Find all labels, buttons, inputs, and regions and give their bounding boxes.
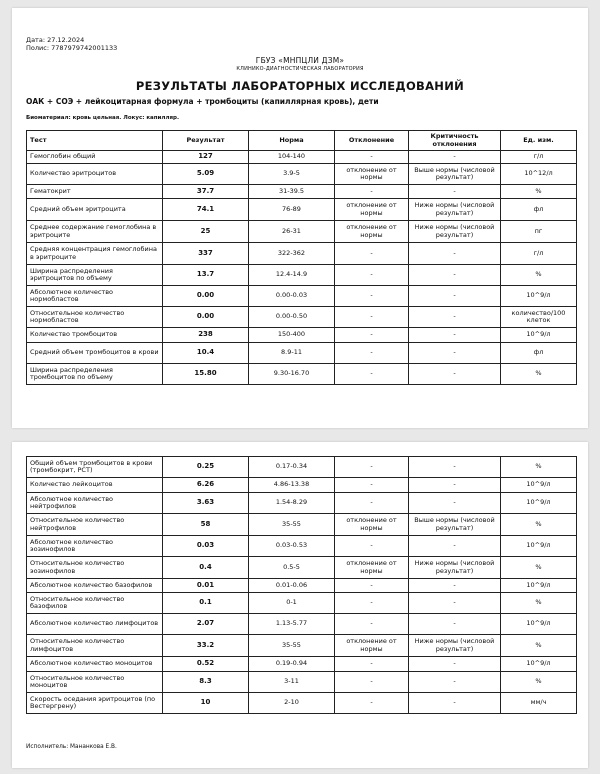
table-header-row — [27, 131, 577, 151]
cell-deviation: - — [335, 457, 409, 478]
cell-norm: 150-400 — [249, 328, 335, 343]
cell-criticality: - — [409, 693, 501, 714]
table-row — [27, 514, 577, 536]
table-row — [27, 579, 577, 593]
cell-test: Средний объем эритроцита — [27, 199, 163, 221]
cell-units: г/л — [501, 243, 577, 265]
table-row — [27, 536, 577, 557]
cell-criticality: - — [409, 286, 501, 307]
cell-norm: 3-11 — [249, 672, 335, 693]
cell-criticality: Ниже нормы (числовой результат) — [409, 199, 501, 221]
cell-test: Абсолютное количество нормобластов — [27, 286, 163, 307]
cell-norm: 0.01-0.06 — [249, 579, 335, 593]
cell-criticality: - — [409, 364, 501, 385]
page-title: РЕЗУЛЬТАТЫ ЛАБОРАТОРНЫХ ИССЛЕДОВАНИЙ — [135, 79, 465, 93]
cell-deviation: отклонение от нормы — [335, 635, 409, 657]
header-units: Ед. изм. — [501, 131, 577, 151]
table-row — [27, 493, 577, 514]
cell-norm: 8.9-11 — [249, 343, 335, 364]
cell-test: Относительное количество базофилов — [27, 593, 163, 614]
cell-deviation: - — [335, 493, 409, 514]
cell-deviation: - — [335, 478, 409, 493]
cell-units: % — [501, 457, 577, 478]
biomaterial-info: Биоматериал: кровь цельная. Локус: капилляр. — [26, 115, 180, 121]
cell-units: фл — [501, 199, 577, 221]
cell-result: 0.52 — [163, 657, 249, 672]
cell-test: Ширина распределения тромбоцитов по объему — [27, 364, 163, 385]
table-row — [27, 164, 577, 185]
table-row — [27, 614, 577, 635]
table-row — [27, 185, 577, 199]
cell-result: 0.00 — [163, 307, 249, 328]
cell-deviation: - — [335, 657, 409, 672]
test-panel-name: ОАК + СОЭ + лейкоцитарная формула + тромбоциты (капиллярная кровь), дети — [26, 97, 379, 106]
cell-norm: 0.5-5 — [249, 557, 335, 579]
cell-criticality: - — [409, 307, 501, 328]
cell-criticality: Выше нормы (числовой результат) — [409, 164, 501, 185]
cell-units: % — [501, 557, 577, 579]
cell-norm: 0.00-0.50 — [249, 307, 335, 328]
cell-criticality: - — [409, 614, 501, 635]
cell-norm: 322-362 — [249, 243, 335, 265]
cell-test: Количество лейкоцитов — [27, 478, 163, 493]
cell-result: 8.3 — [163, 672, 249, 693]
executor-name: Исполнитель: Мананкова Е.В. — [26, 744, 117, 750]
cell-criticality: - — [409, 672, 501, 693]
cell-deviation: - — [335, 151, 409, 164]
cell-deviation: - — [335, 286, 409, 307]
cell-units: 10^9/л — [501, 478, 577, 493]
cell-units: количество/100 клеток — [501, 307, 577, 328]
cell-test: Относительное количество лимфоцитов — [27, 635, 163, 657]
table-row — [27, 265, 577, 286]
cell-criticality: - — [409, 579, 501, 593]
cell-units: фл — [501, 343, 577, 364]
cell-result: 127 — [163, 151, 249, 164]
cell-result: 25 — [163, 221, 249, 243]
cell-units: % — [501, 185, 577, 199]
header-deviation: Отклонение — [335, 131, 409, 151]
cell-units: г/л — [501, 151, 577, 164]
cell-criticality: - — [409, 478, 501, 493]
cell-result: 37.7 — [163, 185, 249, 199]
cell-deviation: отклонение от нормы — [335, 164, 409, 185]
cell-criticality: - — [409, 343, 501, 364]
cell-units: % — [501, 593, 577, 614]
cell-units: 10^9/л — [501, 657, 577, 672]
cell-norm: 35-55 — [249, 514, 335, 536]
cell-units: 10^9/л — [501, 614, 577, 635]
table-row — [27, 343, 577, 364]
results-table-page-2 — [26, 456, 577, 714]
cell-result: 10.4 — [163, 343, 249, 364]
cell-deviation: - — [335, 343, 409, 364]
cell-test: Среднее содержание гемоглобина в эритроците — [27, 221, 163, 243]
cell-deviation: - — [335, 328, 409, 343]
cell-deviation: - — [335, 614, 409, 635]
table-row — [27, 364, 577, 385]
cell-test: Количество тромбоцитов — [27, 328, 163, 343]
table-row — [27, 307, 577, 328]
cell-result: 0.00 — [163, 286, 249, 307]
laboratory-name: КЛИНИКО-ДИАГНОСТИЧЕСКАЯ ЛАБОРАТОРИЯ — [236, 66, 364, 72]
cell-units: % — [501, 514, 577, 536]
cell-norm: 2-10 — [249, 693, 335, 714]
cell-test: Относительное количество нормобластов — [27, 307, 163, 328]
cell-result: 58 — [163, 514, 249, 536]
table-row — [27, 243, 577, 265]
organization-name: ГБУЗ «МНПЦЛИ ДЗМ» — [255, 56, 345, 65]
cell-criticality: - — [409, 265, 501, 286]
cell-result: 238 — [163, 328, 249, 343]
cell-norm: 1.13-5.77 — [249, 614, 335, 635]
cell-deviation: - — [335, 243, 409, 265]
cell-norm: 0-1 — [249, 593, 335, 614]
report-page-1 — [12, 8, 588, 428]
cell-test: Абсолютное количество лимфоцитов — [27, 614, 163, 635]
cell-deviation: - — [335, 364, 409, 385]
table-row — [27, 221, 577, 243]
cell-criticality: - — [409, 493, 501, 514]
cell-criticality: - — [409, 151, 501, 164]
table-row — [27, 693, 577, 714]
table-row — [27, 657, 577, 672]
cell-criticality: - — [409, 536, 501, 557]
table-row — [27, 593, 577, 614]
cell-deviation: отклонение от нормы — [335, 221, 409, 243]
cell-criticality: - — [409, 328, 501, 343]
cell-norm: 104-140 — [249, 151, 335, 164]
cell-criticality: Выше нормы (числовой результат) — [409, 514, 501, 536]
cell-result: 15.80 — [163, 364, 249, 385]
cell-criticality: Ниже нормы (числовой результат) — [409, 635, 501, 657]
cell-test: Общий объем тромбоцитов в крови (тромбокрит, PCT) — [27, 457, 163, 478]
cell-deviation: - — [335, 536, 409, 557]
cell-norm: 31-39.5 — [249, 185, 335, 199]
cell-test: Средняя концентрация гемоглобина в эритроците — [27, 243, 163, 265]
cell-result: 13.7 — [163, 265, 249, 286]
cell-units: пг — [501, 221, 577, 243]
table-row — [27, 457, 577, 478]
table-row — [27, 151, 577, 164]
cell-criticality: - — [409, 243, 501, 265]
cell-result: 6.26 — [163, 478, 249, 493]
cell-result: 5.09 — [163, 164, 249, 185]
cell-deviation: отклонение от нормы — [335, 514, 409, 536]
cell-norm: 0.17-0.34 — [249, 457, 335, 478]
cell-criticality: - — [409, 657, 501, 672]
cell-units: % — [501, 265, 577, 286]
table-row — [27, 672, 577, 693]
cell-units: мм/ч — [501, 693, 577, 714]
cell-test: Гематокрит — [27, 185, 163, 199]
cell-criticality: - — [409, 185, 501, 199]
cell-norm: 12.4-14.9 — [249, 265, 335, 286]
cell-norm: 0.19-0.94 — [249, 657, 335, 672]
cell-test: Относительное количество моноцитов — [27, 672, 163, 693]
cell-test: Абсолютное количество нейтрофилов — [27, 493, 163, 514]
cell-deviation: - — [335, 185, 409, 199]
cell-criticality: - — [409, 457, 501, 478]
cell-result: 0.03 — [163, 536, 249, 557]
cell-deviation: отклонение от нормы — [335, 557, 409, 579]
cell-units: 10^9/л — [501, 286, 577, 307]
cell-units: % — [501, 364, 577, 385]
cell-deviation: - — [335, 265, 409, 286]
cell-test: Абсолютное количество базофилов — [27, 579, 163, 593]
cell-test: Абсолютное количество эозинофилов — [27, 536, 163, 557]
cell-units: 10^9/л — [501, 328, 577, 343]
cell-result: 0.25 — [163, 457, 249, 478]
cell-result: 337 — [163, 243, 249, 265]
cell-norm: 1.54-8.29 — [249, 493, 335, 514]
header-criticality: Критичность отклонения — [409, 131, 501, 151]
cell-test: Относительное количество эозинофилов — [27, 557, 163, 579]
cell-test: Ширина распределения эритроцитов по объему — [27, 265, 163, 286]
policy-number: Полис: 7787979742001133 — [26, 44, 118, 52]
report-page-2 — [12, 442, 588, 768]
cell-units: 10^12/л — [501, 164, 577, 185]
cell-deviation: - — [335, 593, 409, 614]
results-table-page-1 — [26, 130, 577, 385]
report-date: Дата: 27.12.2024 — [26, 36, 85, 44]
cell-deviation: - — [335, 579, 409, 593]
cell-result: 0.4 — [163, 557, 249, 579]
cell-result: 10 — [163, 693, 249, 714]
cell-units: 10^9/л — [501, 493, 577, 514]
cell-criticality: - — [409, 593, 501, 614]
table-row — [27, 199, 577, 221]
cell-norm: 0.03-0.53 — [249, 536, 335, 557]
header-result: Результат — [163, 131, 249, 151]
cell-result: 0.01 — [163, 579, 249, 593]
table-row — [27, 328, 577, 343]
cell-norm: 76-89 — [249, 199, 335, 221]
cell-deviation: - — [335, 307, 409, 328]
table-row — [27, 557, 577, 579]
cell-result: 74.1 — [163, 199, 249, 221]
cell-norm: 26-31 — [249, 221, 335, 243]
header-test: Тест — [27, 131, 163, 151]
cell-test: Количество эритроцитов — [27, 164, 163, 185]
table-row — [27, 286, 577, 307]
cell-result: 33.2 — [163, 635, 249, 657]
cell-test: Относительное количество нейтрофилов — [27, 514, 163, 536]
cell-result: 0.1 — [163, 593, 249, 614]
cell-units: % — [501, 635, 577, 657]
cell-test: Гемоглобин общий — [27, 151, 163, 164]
header-norm: Норма — [249, 131, 335, 151]
cell-test: Средний объем тромбоцитов в крови — [27, 343, 163, 364]
cell-deviation: - — [335, 693, 409, 714]
cell-norm: 0.00-0.03 — [249, 286, 335, 307]
cell-units: % — [501, 672, 577, 693]
cell-norm: 35-55 — [249, 635, 335, 657]
cell-deviation: - — [335, 672, 409, 693]
cell-criticality: Ниже нормы (числовой результат) — [409, 221, 501, 243]
table-row — [27, 635, 577, 657]
cell-result: 3.63 — [163, 493, 249, 514]
cell-criticality: Ниже нормы (числовой результат) — [409, 557, 501, 579]
cell-norm: 3.9-5 — [249, 164, 335, 185]
cell-units: 10^9/л — [501, 579, 577, 593]
cell-units: 10^9/л — [501, 536, 577, 557]
cell-test: Абсолютное количество моноцитов — [27, 657, 163, 672]
cell-norm: 9.30-16.70 — [249, 364, 335, 385]
table-row — [27, 478, 577, 493]
cell-result: 2.07 — [163, 614, 249, 635]
cell-test: Скорость оседания эритроцитов (по Вестергрену) — [27, 693, 163, 714]
cell-norm: 4.86-13.38 — [249, 478, 335, 493]
cell-deviation: отклонение от нормы — [335, 199, 409, 221]
